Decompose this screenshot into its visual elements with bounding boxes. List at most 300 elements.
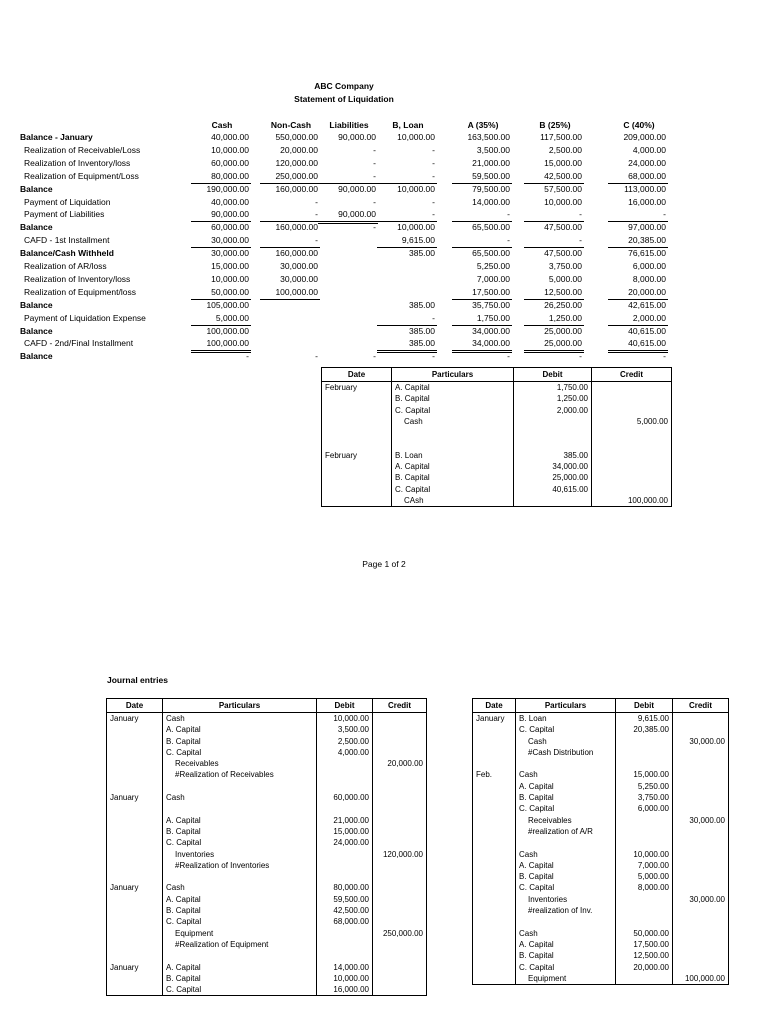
particulars-cell: B. Loan bbox=[516, 713, 616, 725]
credit-cell bbox=[673, 962, 729, 973]
debit-cell: 34,000.00 bbox=[514, 461, 592, 472]
credit-cell bbox=[592, 393, 672, 404]
table-row bbox=[107, 916, 427, 927]
debit-cell bbox=[317, 871, 373, 882]
credit-cell: 100,000.00 bbox=[592, 495, 672, 507]
statement-cell: 385.00 bbox=[409, 299, 435, 310]
date-cell bbox=[473, 905, 516, 916]
debit-cell bbox=[616, 826, 673, 837]
date-cell bbox=[473, 724, 516, 735]
statement-cell: 15,000.00 bbox=[544, 157, 582, 168]
table-row bbox=[107, 769, 427, 780]
date-cell bbox=[107, 950, 163, 961]
date-cell bbox=[473, 736, 516, 747]
statement-cell: 113,000.00 bbox=[624, 183, 666, 194]
date-cell: Feb. bbox=[473, 769, 516, 780]
table-row bbox=[322, 472, 672, 483]
debit-cell: 20,000.00 bbox=[616, 962, 673, 973]
date-cell bbox=[107, 724, 163, 735]
row-label: Balance bbox=[20, 299, 53, 310]
total-rule bbox=[260, 247, 320, 248]
debit-cell bbox=[317, 781, 373, 792]
statement-cell: 30,000.00 bbox=[280, 273, 318, 284]
column-header: A (35%) bbox=[467, 120, 499, 130]
table-row bbox=[107, 815, 427, 826]
statement-cell: 90,000.00 bbox=[338, 209, 376, 220]
particulars-cell: A. Capital bbox=[516, 860, 616, 871]
credit-cell bbox=[592, 450, 672, 461]
credit-cell bbox=[673, 713, 729, 725]
particulars-cell bbox=[516, 758, 616, 769]
table-row bbox=[322, 382, 672, 394]
particulars-cell: A. Capital bbox=[392, 382, 514, 394]
credit-cell bbox=[673, 837, 729, 848]
column-header: B (25%) bbox=[539, 120, 571, 130]
debit-cell: 8,000.00 bbox=[616, 882, 673, 893]
credit-cell bbox=[373, 837, 427, 848]
date-cell: January bbox=[107, 713, 163, 725]
statement-cell: 97,000.00 bbox=[628, 222, 666, 233]
row-label: Payment of Liquidation bbox=[24, 196, 111, 207]
date-cell bbox=[473, 826, 516, 837]
table-row bbox=[107, 736, 427, 747]
statement-cell: 3,750.00 bbox=[548, 261, 582, 271]
date-cell bbox=[107, 747, 163, 758]
credit-cell bbox=[673, 849, 729, 860]
statement-cell: 40,000.00 bbox=[211, 132, 249, 142]
debit-cell: 68,000.00 bbox=[317, 916, 373, 927]
statement-cell: 12,500.00 bbox=[544, 286, 582, 297]
particulars-cell: C. Capital bbox=[516, 724, 616, 735]
particulars-cell: Receivables bbox=[163, 758, 317, 769]
statement-cell: 60,000.00 bbox=[211, 222, 249, 233]
table-row bbox=[107, 837, 427, 848]
date-cell bbox=[107, 837, 163, 848]
total-rule bbox=[318, 183, 378, 184]
statement-cell: 7,000.00 bbox=[476, 273, 510, 284]
statement-cell: 76,615.00 bbox=[628, 248, 666, 259]
statement-cell: 26,250.00 bbox=[544, 299, 582, 310]
date-cell bbox=[473, 973, 516, 985]
debit-cell bbox=[616, 894, 673, 905]
statement-cell: 209,000.00 bbox=[623, 132, 666, 142]
particulars-cell: B. Capital bbox=[516, 871, 616, 882]
table-row bbox=[322, 427, 672, 438]
table-row bbox=[107, 962, 427, 973]
table-row bbox=[473, 849, 729, 860]
total-rule bbox=[452, 325, 512, 326]
debit-cell: 4,000.00 bbox=[317, 747, 373, 758]
particulars-cell: B. Capital bbox=[163, 973, 317, 984]
debit-cell: 9,615.00 bbox=[616, 713, 673, 725]
particulars-cell bbox=[163, 950, 317, 961]
row-label: Realization of AR/loss bbox=[24, 261, 107, 271]
debit-cell: 1,250.00 bbox=[514, 393, 592, 404]
page-label: Page 1 of 2 bbox=[362, 559, 406, 569]
particulars-cell: Equipment bbox=[163, 928, 317, 939]
date-cell bbox=[107, 916, 163, 927]
particulars-cell: B. Capital bbox=[516, 950, 616, 961]
credit-cell bbox=[673, 781, 729, 792]
date-cell bbox=[322, 405, 392, 416]
debit-cell bbox=[317, 849, 373, 860]
credit-cell bbox=[373, 792, 427, 803]
table-row bbox=[107, 939, 427, 950]
particulars-cell: Cash bbox=[163, 713, 317, 725]
journal-table-right bbox=[472, 698, 729, 985]
total-rule bbox=[260, 221, 320, 222]
statement-cell: 40,615.00 bbox=[628, 325, 666, 336]
date-cell bbox=[322, 427, 392, 438]
particulars-cell: Inventories bbox=[516, 894, 616, 905]
date-cell bbox=[473, 781, 516, 792]
debit-cell bbox=[317, 939, 373, 950]
particulars-cell: C. Capital bbox=[516, 962, 616, 973]
statement-cell: - bbox=[373, 144, 376, 155]
total-rule bbox=[191, 350, 251, 353]
table-row bbox=[473, 837, 729, 848]
debit-cell bbox=[616, 905, 673, 916]
credit-cell: 30,000.00 bbox=[673, 815, 729, 826]
date-cell bbox=[107, 781, 163, 792]
statement-cell: 10,000.00 bbox=[397, 222, 435, 233]
statement-cell: - bbox=[315, 351, 318, 362]
row-label: Realization of Equipment/Loss bbox=[24, 170, 139, 181]
date-cell bbox=[473, 803, 516, 814]
table-row bbox=[107, 950, 427, 961]
statement-cell: 24,000.00 bbox=[628, 157, 666, 168]
particulars-cell bbox=[163, 781, 317, 792]
statement-cell: 20,385.00 bbox=[628, 235, 666, 246]
particulars-cell bbox=[516, 837, 616, 848]
statement-cell: 16,000.00 bbox=[628, 196, 666, 207]
row-label: Realization of Inventory/loss bbox=[24, 157, 131, 168]
particulars-cell: Cash bbox=[163, 792, 317, 803]
date-cell: February bbox=[322, 382, 392, 394]
credit-cell bbox=[673, 860, 729, 871]
credit-cell bbox=[373, 826, 427, 837]
statement-cell: 160,000.00 bbox=[275, 222, 318, 233]
statement-cell: 1,750.00 bbox=[476, 312, 510, 323]
credit-cell: 30,000.00 bbox=[673, 894, 729, 905]
table-row bbox=[473, 973, 729, 985]
particulars-cell: B. Capital bbox=[163, 826, 317, 837]
date-cell bbox=[322, 495, 392, 507]
column-header: B, Loan bbox=[392, 120, 424, 130]
date-cell bbox=[322, 484, 392, 495]
statement-cell: 4,000.00 bbox=[632, 144, 666, 155]
table-row bbox=[107, 781, 427, 792]
table-row bbox=[322, 438, 672, 449]
statement-cell: 20,000.00 bbox=[280, 144, 318, 155]
statement-cell: 21,000.00 bbox=[472, 157, 510, 168]
debit-cell: 21,000.00 bbox=[317, 815, 373, 826]
statement-cell: - bbox=[373, 351, 376, 362]
total-rule bbox=[524, 299, 584, 300]
date-cell bbox=[473, 894, 516, 905]
statement-cell: 10,000.00 bbox=[544, 196, 582, 207]
col-particulars: Particulars bbox=[516, 699, 616, 713]
statement-cell: 8,000.00 bbox=[632, 273, 666, 284]
table-row bbox=[473, 724, 729, 735]
credit-cell bbox=[673, 758, 729, 769]
table-row bbox=[107, 860, 427, 871]
statement-cell: 79,500.00 bbox=[472, 183, 510, 194]
col-particulars: Particulars bbox=[392, 368, 514, 382]
statement-cell: - bbox=[315, 235, 318, 246]
date-cell bbox=[107, 894, 163, 905]
credit-cell bbox=[673, 939, 729, 950]
date-cell bbox=[107, 871, 163, 882]
particulars-cell: B. Capital bbox=[392, 472, 514, 483]
statement-cell: 80,000.00 bbox=[211, 170, 249, 181]
particulars-cell: #realization of A/R bbox=[516, 826, 616, 837]
total-rule bbox=[260, 183, 320, 184]
debit-cell: 1,750.00 bbox=[514, 382, 592, 394]
total-rule bbox=[377, 183, 437, 184]
particulars-cell bbox=[163, 803, 317, 814]
table-row bbox=[473, 860, 729, 871]
col-credit: Credit bbox=[592, 368, 672, 382]
credit-cell bbox=[373, 747, 427, 758]
particulars-cell: #Realization of Inventories bbox=[163, 860, 317, 871]
statement-cell: - bbox=[373, 222, 376, 233]
statement-cell: - bbox=[432, 196, 435, 207]
date-cell bbox=[107, 905, 163, 916]
statement-cell: 35,750.00 bbox=[472, 299, 510, 310]
table-row bbox=[322, 461, 672, 472]
debit-cell bbox=[514, 495, 592, 507]
table-row bbox=[107, 747, 427, 758]
table-row bbox=[107, 973, 427, 984]
credit-cell bbox=[373, 803, 427, 814]
statement-cell: 42,615.00 bbox=[628, 299, 666, 310]
credit-cell bbox=[673, 928, 729, 939]
date-cell bbox=[473, 837, 516, 848]
total-rule bbox=[260, 299, 320, 300]
table-row bbox=[473, 815, 729, 826]
credit-cell bbox=[673, 792, 729, 803]
total-rule bbox=[191, 247, 251, 248]
row-label: Realization of Inventory/loss bbox=[24, 273, 131, 284]
debit-cell bbox=[616, 973, 673, 985]
particulars-cell: Cash bbox=[163, 882, 317, 893]
statement-cell: 30,000.00 bbox=[211, 248, 249, 259]
table-row bbox=[473, 916, 729, 927]
particulars-cell: Receivables bbox=[516, 815, 616, 826]
total-rule bbox=[318, 221, 378, 224]
credit-cell bbox=[373, 781, 427, 792]
credit-cell bbox=[373, 724, 427, 735]
date-cell bbox=[107, 826, 163, 837]
table-row bbox=[107, 905, 427, 916]
debit-cell bbox=[317, 758, 373, 769]
col-date: Date bbox=[473, 699, 516, 713]
total-rule bbox=[377, 325, 437, 326]
total-rule bbox=[608, 350, 668, 353]
column-header: Cash bbox=[211, 120, 233, 130]
particulars-cell: B. Capital bbox=[516, 792, 616, 803]
credit-cell bbox=[673, 916, 729, 927]
debit-cell: 385.00 bbox=[514, 450, 592, 461]
table-row bbox=[322, 393, 672, 404]
debit-cell: 6,000.00 bbox=[616, 803, 673, 814]
table-row bbox=[473, 962, 729, 973]
particulars-cell: A. Capital bbox=[516, 781, 616, 792]
statement-cell: 34,000.00 bbox=[472, 338, 510, 349]
credit-cell bbox=[673, 882, 729, 893]
table-row bbox=[473, 905, 729, 916]
credit-cell bbox=[373, 769, 427, 780]
statement-cell: 385.00 bbox=[409, 325, 435, 336]
credit-cell bbox=[592, 438, 672, 449]
debit-cell: 7,000.00 bbox=[616, 860, 673, 871]
debit-cell bbox=[317, 769, 373, 780]
statement-cell: - bbox=[507, 351, 510, 362]
credit-cell bbox=[592, 382, 672, 394]
inline-journal-table bbox=[321, 367, 672, 507]
particulars-cell: C. Capital bbox=[516, 882, 616, 893]
statement-cell: - bbox=[507, 209, 510, 220]
credit-cell bbox=[673, 803, 729, 814]
table-row bbox=[107, 984, 427, 996]
particulars-cell: Equipment bbox=[516, 973, 616, 985]
table-row bbox=[322, 405, 672, 416]
statement-cell: 163,500.00 bbox=[467, 132, 510, 142]
statement-cell: 42,500.00 bbox=[544, 170, 582, 181]
statement-cell: 68,000.00 bbox=[628, 170, 666, 181]
particulars-cell: A. Capital bbox=[163, 815, 317, 826]
statement-cell: - bbox=[663, 351, 666, 362]
statement-cell: 385.00 bbox=[409, 248, 435, 259]
table-row bbox=[473, 747, 729, 758]
col-particulars: Particulars bbox=[163, 699, 317, 713]
credit-cell bbox=[592, 484, 672, 495]
particulars-cell: A. Capital bbox=[516, 939, 616, 950]
date-cell bbox=[473, 871, 516, 882]
table-row bbox=[107, 882, 427, 893]
debit-cell: 10,000.00 bbox=[616, 849, 673, 860]
statement-cell: 1,250.00 bbox=[548, 312, 582, 323]
table-row bbox=[322, 450, 672, 461]
table-row bbox=[107, 894, 427, 905]
total-rule bbox=[524, 350, 584, 353]
row-label: Balance bbox=[20, 183, 53, 194]
table-row bbox=[473, 736, 729, 747]
statement-cell: 6,000.00 bbox=[632, 261, 666, 271]
credit-cell: 120,000.00 bbox=[373, 849, 427, 860]
statement-cell: 10,000.00 bbox=[397, 183, 435, 194]
debit-cell: 42,500.00 bbox=[317, 905, 373, 916]
date-cell bbox=[473, 882, 516, 893]
statement-cell: - bbox=[507, 235, 510, 246]
table-row bbox=[107, 928, 427, 939]
credit-cell bbox=[373, 950, 427, 961]
credit-cell bbox=[673, 747, 729, 758]
debit-cell bbox=[514, 438, 592, 449]
statement-cell: 100,000.00 bbox=[206, 338, 249, 349]
particulars-cell bbox=[392, 438, 514, 449]
statement-cell: 14,000.00 bbox=[472, 196, 510, 207]
statement-cell: 20,000.00 bbox=[628, 286, 666, 297]
table-row bbox=[473, 769, 729, 780]
table-row bbox=[107, 826, 427, 837]
date-cell bbox=[473, 962, 516, 973]
date-cell bbox=[107, 736, 163, 747]
row-label: Balance/Cash Withheld bbox=[20, 248, 114, 259]
total-rule bbox=[452, 221, 512, 222]
table-row bbox=[473, 882, 729, 893]
debit-cell: 20,385.00 bbox=[616, 724, 673, 735]
statement-cell: 47,500.00 bbox=[544, 222, 582, 233]
journal-table-left bbox=[106, 698, 427, 996]
debit-cell bbox=[616, 837, 673, 848]
credit-cell bbox=[673, 769, 729, 780]
statement-cell: 17,500.00 bbox=[472, 286, 510, 297]
debit-cell bbox=[317, 928, 373, 939]
debit-cell: 2,500.00 bbox=[317, 736, 373, 747]
credit-cell bbox=[373, 713, 427, 725]
total-rule bbox=[608, 183, 668, 184]
debit-cell: 3,750.00 bbox=[616, 792, 673, 803]
debit-cell: 5,000.00 bbox=[616, 871, 673, 882]
total-rule bbox=[377, 247, 437, 248]
credit-cell bbox=[373, 962, 427, 973]
column-header: Non-Cash bbox=[270, 120, 312, 130]
credit-cell bbox=[673, 950, 729, 961]
table-row bbox=[473, 928, 729, 939]
particulars-cell: Cash bbox=[392, 416, 514, 427]
debit-cell bbox=[317, 860, 373, 871]
credit-cell bbox=[373, 984, 427, 996]
total-rule bbox=[452, 183, 512, 184]
statement-cell: - bbox=[432, 170, 435, 181]
credit-cell bbox=[592, 461, 672, 472]
row-label: Balance bbox=[20, 351, 53, 362]
credit-cell bbox=[373, 736, 427, 747]
particulars-cell: B. Loan bbox=[392, 450, 514, 461]
row-label: Balance - January bbox=[20, 132, 93, 142]
date-cell bbox=[473, 939, 516, 950]
date-cell: January bbox=[473, 713, 516, 725]
debit-cell: 24,000.00 bbox=[317, 837, 373, 848]
row-label: Balance bbox=[20, 222, 53, 233]
date-cell bbox=[107, 860, 163, 871]
debit-cell: 40,615.00 bbox=[514, 484, 592, 495]
debit-cell: 12,500.00 bbox=[616, 950, 673, 961]
date-cell bbox=[473, 950, 516, 961]
statement-cell: 59,500.00 bbox=[472, 170, 510, 181]
table-row bbox=[107, 871, 427, 882]
statement-cell: 100,000.00 bbox=[206, 325, 249, 336]
debit-cell bbox=[616, 758, 673, 769]
particulars-cell: C. Capital bbox=[392, 405, 514, 416]
statement-cell: 90,000.00 bbox=[211, 209, 249, 220]
debit-cell bbox=[616, 736, 673, 747]
date-cell: February bbox=[322, 450, 392, 461]
statement-cell: 10,000.00 bbox=[397, 132, 435, 142]
statement-cell: 90,000.00 bbox=[338, 183, 376, 194]
statement-cell: - bbox=[315, 209, 318, 220]
particulars-cell: CAsh bbox=[392, 495, 514, 507]
credit-cell bbox=[673, 871, 729, 882]
debit-cell bbox=[514, 416, 592, 427]
table-row bbox=[473, 758, 729, 769]
total-rule bbox=[191, 221, 251, 222]
credit-cell bbox=[373, 905, 427, 916]
statement-cell: 15,000.00 bbox=[211, 261, 249, 271]
date-cell bbox=[107, 973, 163, 984]
